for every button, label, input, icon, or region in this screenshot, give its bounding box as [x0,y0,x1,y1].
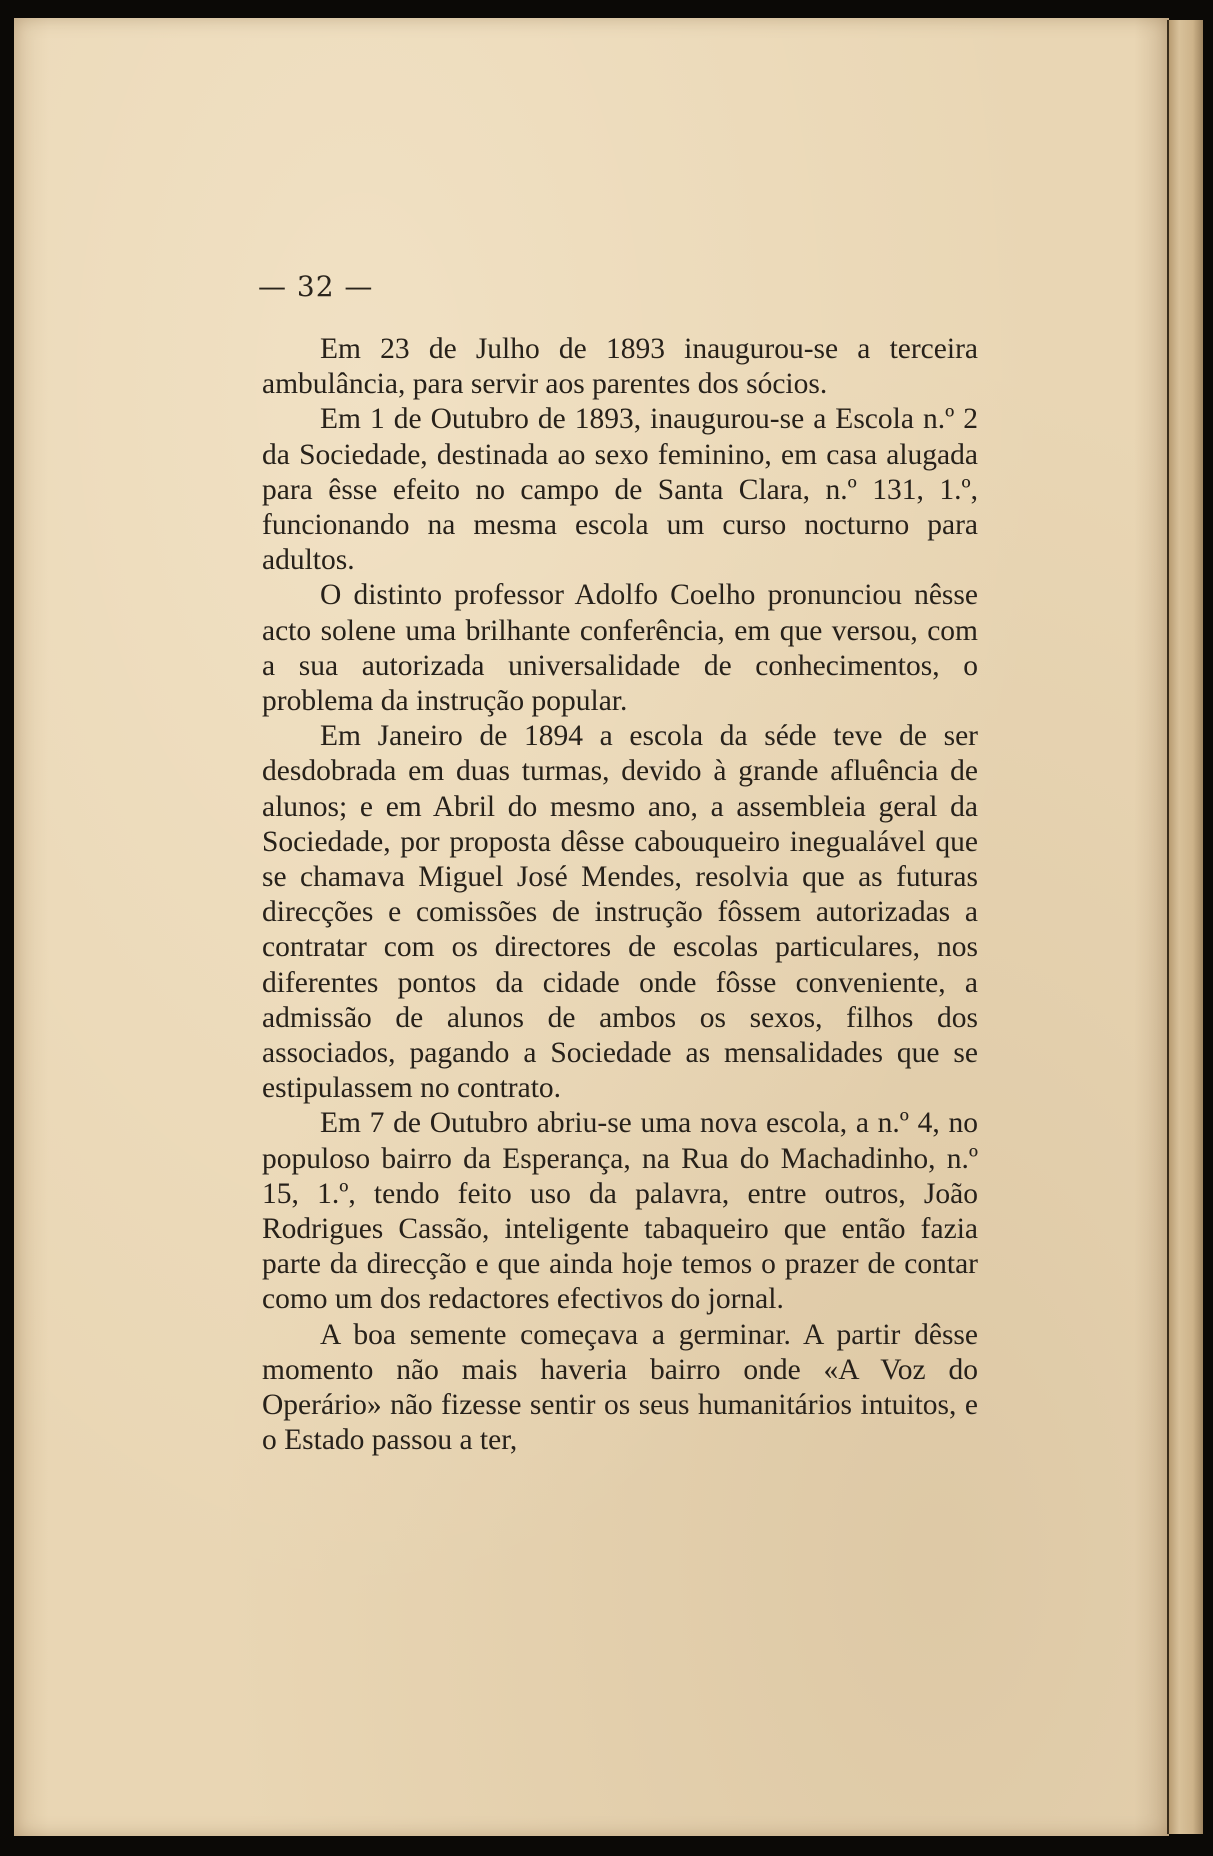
paragraph-3: O distinto professor Adolfo Coelho pronunciou nêsse acto solene uma brilhante conferência, em que versou, com a sua autorizada universalidade de conhecimentos, o problema da instrução popular. [262,579,978,718]
body-text [262,332,978,1459]
paragraph-4: Em Janeiro de 1894 a escola da séde teve de ser desdobrada em duas turmas, devido à grande afluência de alunos; e em Abril do mesmo ano, a assembleia geral da Sociedade, por proposta dêsse cabouqueiro inegualável que se chamava Miguel José Mendes, resolvia que as futuras direcções e comissões de instrução fôssem autorizadas a contratar com os directores de escolas particulares, nos diferentes pontos da cidade onde fôsse conveniente, a admissão de alunos de ambos os sexos, filhos dos associados, pagando a Sociedade as mensalidades que se estipulassem no contrato. [262,720,978,1105]
next-page-edge [1167,20,1203,1834]
paragraph-6: A boa semente começava a germinar. A partir dêsse momento não mais haveria bairro onde «A Voz do Operário» não fizesse sentir os seus humanitários intuitos, e o Estado passou a ter, [262,1318,978,1457]
paragraph-2: Em 1 de Outubro de 1893, inaugurou-se a Escola n.º 2 da Sociedade, destinada ao sexo feminino, em casa alugada para êsse efeito no campo de Santa Clara, n.º 131, 1.º, funcionando na mesma escola um curso nocturno para adultos. [262,403,978,577]
page-number: — 32 — [258,270,374,303]
paragraph-5: Em 7 de Outubro abriu-se uma nova escola, a n.º 4, no populoso bairro da Esperança, na Rua do Machadinho, n.º 15, 1.º, tendo feito uso da palavra, entre outros, João Rodrigues Cassão, inteligente tabaqueiro que então fazia parte da direcção e que ainda hoje temos o prazer de contar como um dos redactores efectivos do jornal. [262,1107,978,1316]
paragraph-1: Em 23 de Julho de 1893 inaugurou-se a terceira ambulância, para servir aos parentes dos sócios. [262,333,978,401]
